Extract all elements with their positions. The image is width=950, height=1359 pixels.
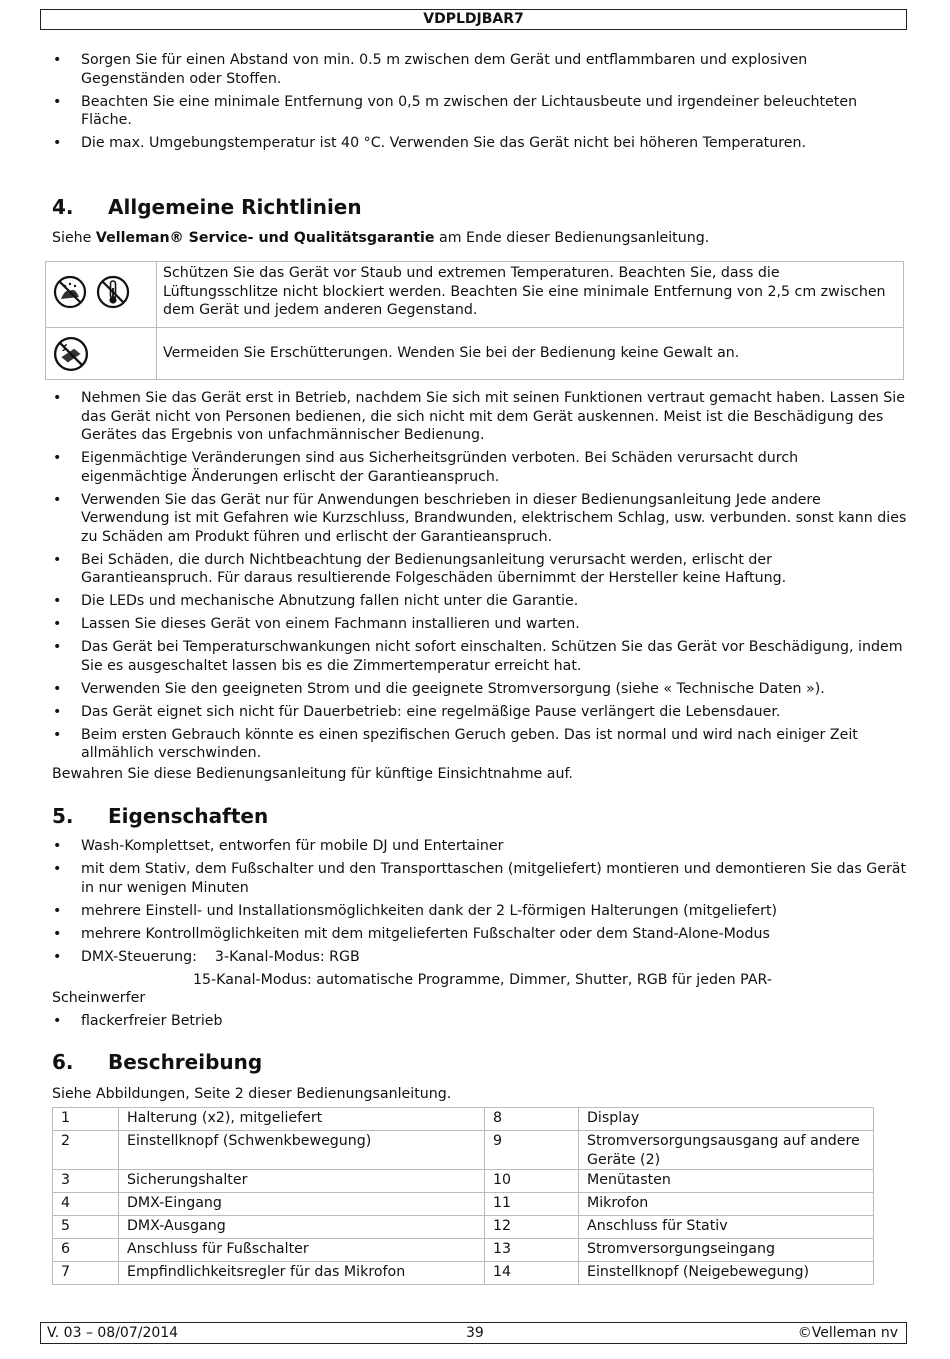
part-name-cell: DMX-Eingang — [119, 1193, 485, 1216]
part-name-cell: Display — [579, 1108, 874, 1131]
footer-version: V. 03 – 08/07/2014 — [47, 1325, 179, 1341]
section-4-intro — [52, 229, 907, 248]
list-item — [52, 726, 907, 763]
list-item — [52, 1012, 907, 1031]
part-name-cell: Einstellknopf (Schwenkbewegung) — [119, 1131, 485, 1170]
list-item — [52, 703, 907, 722]
section-5-bullet-list — [52, 837, 907, 971]
section-6-heading — [52, 1050, 262, 1074]
section-4-closing: Bewahren Sie diese Bedienungsanleitung für künftige Einsichtnahme auf. — [52, 766, 573, 782]
list-item-text: Bei Schäden, die durch Nichtbeachtung der Bedienungsanleitung verursacht werden, erlischt der Garantieanspruch. Für daraus resultierende Folgeschäden übernimmt der Hersteller keine Haftung. — [81, 551, 787, 586]
part-number-cell: 2 — [53, 1131, 119, 1170]
list-item-text: Die LEDs und mechanische Abnutzung fallen nicht unter die Garantie. — [81, 593, 579, 609]
bullet-icon: • — [53, 902, 62, 919]
bullet-icon: • — [53, 1013, 62, 1029]
table-row — [53, 1193, 874, 1216]
table-row — [53, 1131, 874, 1170]
part-name-cell: Empfindlichkeitsregler für das Mikrofon — [119, 1262, 485, 1285]
part-name-cell: DMX-Ausgang — [119, 1216, 485, 1239]
bullet-icon: • — [53, 680, 62, 697]
part-name-cell: Sicherungshalter — [119, 1170, 485, 1193]
list-item-text: Das Gerät eignet sich nicht für Dauerbetrieb: eine regelmäßige Pause verlängert die Lebensdauer. — [81, 703, 781, 720]
part-number-cell: 6 — [53, 1239, 119, 1262]
dmx-mode-2-continued: Scheinwerfer — [52, 990, 146, 1006]
table-row — [53, 1239, 874, 1262]
dmx-label: DMX-Steuerung: — [81, 948, 197, 965]
bullet-icon: • — [53, 616, 62, 632]
list-item — [52, 449, 907, 486]
bullet-icon: • — [53, 726, 62, 743]
warning-text-cell: Vermeiden Sie Erschütterungen. Wenden Sie bei der Bedienung keine Gewalt an. — [157, 328, 904, 380]
warning-icons-cell — [46, 328, 157, 380]
top-bullet-list — [52, 51, 907, 157]
bullet-icon: • — [53, 861, 62, 877]
intro-text: Siehe — [52, 230, 96, 246]
part-number-cell: 11 — [485, 1193, 579, 1216]
part-name-cell: Stromversorgungseingang — [579, 1239, 874, 1262]
dmx-mode-1: 3-Kanal-Modus: RGB — [214, 948, 360, 965]
table-row — [53, 1170, 874, 1193]
list-item-text: Beachten Sie eine minimale Entfernung von 0,5 m zwischen der Lichtausbeute und irgendeiner beleuchteten Fläche. — [81, 93, 858, 128]
bullet-icon: • — [53, 551, 62, 568]
list-item — [52, 902, 907, 921]
dmx-mode-2: 15-Kanal-Modus: automatische Programme, Dimmer, Shutter, RGB für jeden PAR- — [193, 972, 772, 988]
bullet-icon: • — [53, 93, 62, 110]
list-item — [52, 51, 907, 88]
list-item-text: Verwenden Sie das Gerät nur für Anwendungen beschrieben in dieser Bedienungsanleitung Jede andere Verwendung ist mit Gefahren wie Kurzschluss, Brandwunden, elektrischem Schlag, usw. verbunden. sonst kann dies zu Schäden am Produkt führen und erlischt der Garantieanspruch. — [81, 491, 907, 545]
section-title: Allgemeine Richtlinien — [108, 195, 362, 219]
part-name-cell: Halterung (x2), mitgeliefert — [119, 1108, 485, 1131]
warning-row — [46, 262, 904, 328]
list-item — [52, 551, 907, 588]
part-name-cell: Einstellknopf (Neigebewegung) — [579, 1262, 874, 1285]
part-name-cell: Anschluss für Fußschalter — [119, 1239, 485, 1262]
table-row — [53, 1216, 874, 1239]
warning-table — [45, 261, 904, 380]
part-number-cell: 1 — [53, 1108, 119, 1131]
intro-text-end: am Ende dieser Bedienungsanleitung. — [434, 230, 710, 246]
section-title: Beschreibung — [108, 1050, 263, 1074]
list-item-text: mehrere Einstell- und Installationsmöglichkeiten dank der 2 L-förmigen Halterungen (mitgeliefert) — [81, 902, 778, 919]
list-item — [52, 491, 907, 547]
part-name-cell: Anschluss für Stativ — [579, 1216, 874, 1239]
part-number-cell: 14 — [485, 1262, 579, 1285]
list-item-text: Eigenmächtige Veränderungen sind aus Sicherheitsgründen verboten. Bei Schäden verursacht durch eigenmächtige Änderungen erlischt der Garantieanspruch. — [81, 450, 799, 485]
part-number-cell: 9 — [485, 1131, 579, 1170]
part-number-cell: 5 — [53, 1216, 119, 1239]
list-item-text: flackerfreier Betrieb — [81, 1013, 223, 1029]
footer-page-number: 39 — [466, 1325, 484, 1341]
bullet-icon: • — [53, 390, 62, 406]
dust-prohibited-icon — [53, 275, 87, 309]
list-item-text: Wash-Komplettset, entworfen für mobile DJ und Entertainer — [81, 838, 504, 854]
section-4-heading — [52, 195, 362, 219]
section-number: 6. — [52, 1050, 74, 1074]
list-item — [52, 615, 907, 634]
list-item — [52, 860, 907, 897]
list-item-text: Beim ersten Gebrauch könnte es einen spezifischen Geruch geben. Das ist normal und wird nach einiger Zeit allmählich verschwinden. — [81, 726, 858, 761]
part-number-cell: 3 — [53, 1170, 119, 1193]
bullet-icon: • — [53, 593, 62, 609]
table-row — [53, 1262, 874, 1285]
list-item — [52, 638, 907, 675]
bullet-icon: • — [53, 135, 62, 151]
list-item — [52, 948, 907, 967]
list-item-text: Verwenden Sie den geeigneten Strom und die geeignete Stromversorgung (siehe « Technische Daten »). — [81, 680, 825, 697]
list-item-text: Das Gerät bei Temperaturschwankungen nicht sofort einschalten. Schützen Sie das Gerät vor Beschädigung, indem Sie es ausgeschaltet lassen bis es die Zimmertemperatur erreicht hat. — [81, 639, 903, 674]
list-item-text: mehrere Kontrollmöglichkeiten mit dem mitgelieferten Fußschalter oder dem Stand-Alone-Modus — [81, 925, 770, 942]
shock-prohibited-icon — [53, 336, 89, 372]
bullet-icon: • — [53, 838, 62, 854]
part-name-cell: Stromversorgungsausgang auf andere Geräte (2) — [579, 1131, 874, 1170]
section-4-bullet-list — [52, 389, 907, 767]
bullet-icon: • — [53, 925, 62, 942]
bullet-icon: • — [53, 703, 62, 720]
list-item-text: Sorgen Sie für einen Abstand von min. 0.5 m zwischen dem Gerät und entflammbaren und explosiven Gegenständen oder Stoffen. — [81, 52, 808, 87]
bullet-icon: • — [53, 491, 62, 508]
part-name-cell: Menütasten — [579, 1170, 874, 1193]
warning-row — [46, 328, 904, 380]
part-number-cell: 7 — [53, 1262, 119, 1285]
footer-copyright: ©Velleman nv — [797, 1325, 898, 1341]
warning-text-cell: Schützen Sie das Gerät vor Staub und extremen Temperaturen. Beachten Sie, dass die Lüftungsschlitze nicht blockiert werden. Beachten Sie eine minimale Entfernung von 2,5 cm zwischen dem Gerät und jedem anderen Gegenstand. — [157, 262, 904, 328]
list-item — [52, 680, 907, 699]
list-item — [52, 837, 907, 856]
list-item — [52, 925, 907, 944]
list-item — [52, 93, 907, 130]
part-number-cell: 4 — [53, 1193, 119, 1216]
part-number-cell: 10 — [485, 1170, 579, 1193]
list-item-text: Nehmen Sie das Gerät erst in Betrieb, nachdem Sie sich mit seinen Funktionen vertraut gemacht haben. Lassen Sie das Gerät nicht von Personen bedienen, die sich nicht mit dem Gerät auskennen. Meist ist die Beschädigung des Gerätes das Ergebnis von unfachmännischer Bedienung. — [81, 390, 905, 443]
temperature-prohibited-icon — [96, 275, 130, 309]
part-number-cell: 12 — [485, 1216, 579, 1239]
section-5-heading — [52, 804, 268, 828]
intro-bold-text: Velleman® Service- und Qualitätsgarantie — [95, 230, 435, 246]
page-header — [40, 9, 907, 30]
header-title: VDPLDJBAR7 — [423, 11, 524, 27]
description-table — [52, 1107, 874, 1285]
part-number-cell: 13 — [485, 1239, 579, 1262]
bullet-icon: • — [53, 450, 62, 466]
list-item — [52, 389, 907, 445]
section-6-intro: Siehe Abbildungen, Seite 2 dieser Bedienungsanleitung. — [52, 1086, 452, 1102]
section-number: 4. — [52, 195, 74, 219]
bullet-icon: • — [53, 52, 62, 68]
list-item-text: mit dem Stativ, dem Fußschalter und den Transporttaschen (mitgeliefert) montieren und demontieren Sie das Gerät in nur wenigen Minuten — [81, 861, 907, 896]
list-item — [52, 592, 907, 611]
part-name-cell: Mikrofon — [579, 1193, 874, 1216]
table-row — [53, 1108, 874, 1131]
page-footer — [40, 1322, 907, 1344]
part-number-cell: 8 — [485, 1108, 579, 1131]
list-item-text: Die max. Umgebungstemperatur ist 40 °C. Verwenden Sie das Gerät nicht bei höheren Temperaturen. — [81, 135, 806, 151]
section-title: Eigenschaften — [108, 804, 269, 828]
warning-icons-cell — [46, 262, 157, 328]
section-number: 5. — [52, 804, 74, 828]
section-5-bullet-list-end — [52, 1012, 907, 1035]
list-item-text: Lassen Sie dieses Gerät von einem Fachmann installieren und warten. — [81, 616, 580, 632]
bullet-icon: • — [53, 948, 62, 965]
bullet-icon: • — [53, 639, 62, 655]
list-item — [52, 134, 907, 153]
